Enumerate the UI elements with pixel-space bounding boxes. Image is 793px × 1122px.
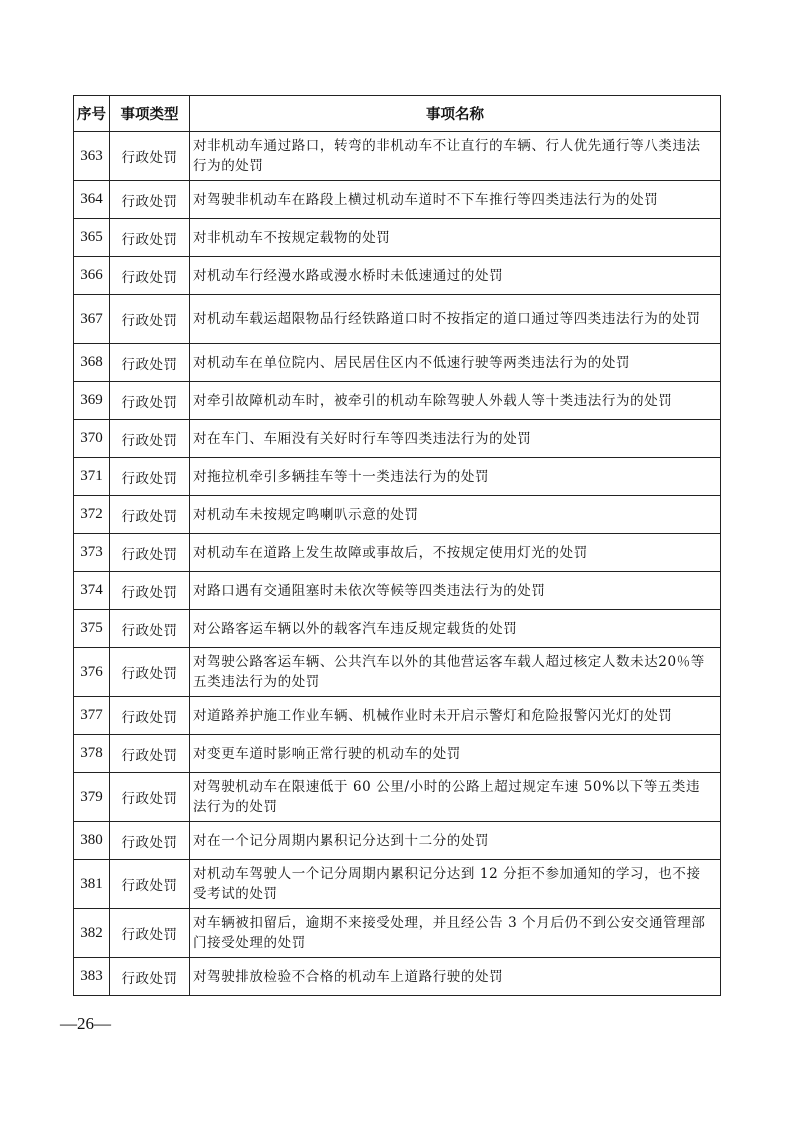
row-type: 行政处罚 — [110, 697, 190, 735]
row-name: 对机动车行经漫水路或漫水桥时未低速通过的处罚 — [190, 257, 721, 295]
table-header-row — [74, 96, 721, 132]
row-name: 对非机动车通过路口，转弯的非机动车不让直行的车辆、行人优先通行等八类违法行为的处罚 — [190, 132, 721, 181]
row-type: 行政处罚 — [110, 382, 190, 420]
table-row — [74, 909, 721, 958]
row-number: 381 — [74, 860, 110, 909]
row-number: 369 — [74, 382, 110, 420]
row-name: 对机动车载运超限物品行经铁路道口时不按指定的道口通过等四类违法行为的处罚 — [190, 295, 721, 344]
table-row — [74, 420, 721, 458]
row-number: 363 — [74, 132, 110, 181]
row-type: 行政处罚 — [110, 572, 190, 610]
row-number: 371 — [74, 458, 110, 496]
row-type: 行政处罚 — [110, 181, 190, 219]
header-name: 事项名称 — [190, 96, 721, 132]
row-name: 对牵引故障机动车时，被牵引的机动车除驾驶人外载人等十类违法行为的处罚 — [190, 382, 721, 420]
table-row — [74, 648, 721, 697]
row-name: 对机动车驾驶人一个记分周期内累积记分达到 12 分拒不参加通知的学习，也不接受考试的处罚 — [190, 860, 721, 909]
row-name: 对机动车在道路上发生故障或事故后，不按规定使用灯光的处罚 — [190, 534, 721, 572]
row-type: 行政处罚 — [110, 132, 190, 181]
row-type: 行政处罚 — [110, 610, 190, 648]
table-row — [74, 860, 721, 909]
table-row — [74, 496, 721, 534]
row-name: 对公路客运车辆以外的载客汽车违反规定载货的处罚 — [190, 610, 721, 648]
row-name: 对车辆被扣留后，逾期不来接受处理，并且经公告 3 个月后仍不到公安交通管理部门接受处理的处罚 — [190, 909, 721, 958]
header-no: 序号 — [74, 96, 110, 132]
row-number: 383 — [74, 958, 110, 996]
row-type: 行政处罚 — [110, 860, 190, 909]
table-row — [74, 958, 721, 996]
row-type: 行政处罚 — [110, 909, 190, 958]
row-number: 367 — [74, 295, 110, 344]
row-number: 365 — [74, 219, 110, 257]
row-number: 382 — [74, 909, 110, 958]
row-number: 364 — [74, 181, 110, 219]
items-table — [73, 95, 721, 996]
row-type: 行政处罚 — [110, 773, 190, 822]
row-type: 行政处罚 — [110, 822, 190, 860]
row-name: 对机动车未按规定鸣喇叭示意的处罚 — [190, 496, 721, 534]
row-number: 378 — [74, 735, 110, 773]
table-body — [74, 132, 721, 996]
table-row — [74, 697, 721, 735]
row-type: 行政处罚 — [110, 458, 190, 496]
table-row — [74, 344, 721, 382]
table-row — [74, 219, 721, 257]
table-row — [74, 295, 721, 344]
table-row — [74, 382, 721, 420]
row-number: 366 — [74, 257, 110, 295]
row-number: 373 — [74, 534, 110, 572]
row-type: 行政处罚 — [110, 735, 190, 773]
row-type: 行政处罚 — [110, 344, 190, 382]
table-row — [74, 773, 721, 822]
row-number: 368 — [74, 344, 110, 382]
row-name: 对路口遇有交通阻塞时未依次等候等四类违法行为的处罚 — [190, 572, 721, 610]
row-number: 379 — [74, 773, 110, 822]
row-number: 375 — [74, 610, 110, 648]
table-row — [74, 181, 721, 219]
page-number: —26— — [60, 1014, 111, 1033]
row-name: 对驾驶非机动车在路段上横过机动车道时不下车推行等四类违法行为的处罚 — [190, 181, 721, 219]
table-row — [74, 822, 721, 860]
table-row — [74, 132, 721, 181]
row-name: 对变更车道时影响正常行驶的机动车的处罚 — [190, 735, 721, 773]
row-number: 380 — [74, 822, 110, 860]
header-type: 事项类型 — [110, 96, 190, 132]
row-name: 对在车门、车厢没有关好时行车等四类违法行为的处罚 — [190, 420, 721, 458]
row-name: 对拖拉机牵引多辆挂车等十一类违法行为的处罚 — [190, 458, 721, 496]
table-row — [74, 610, 721, 648]
row-type: 行政处罚 — [110, 496, 190, 534]
row-number: 376 — [74, 648, 110, 697]
table-row — [74, 735, 721, 773]
table-row — [74, 458, 721, 496]
table-row — [74, 534, 721, 572]
row-name: 对机动车在单位院内、居民居住区内不低速行驶等两类违法行为的处罚 — [190, 344, 721, 382]
row-name: 对驾驶公路客运车辆、公共汽车以外的其他营运客车载人超过核定人数未达20％等五类违法行为的处罚 — [190, 648, 721, 697]
row-number: 377 — [74, 697, 110, 735]
row-number: 374 — [74, 572, 110, 610]
row-type: 行政处罚 — [110, 534, 190, 572]
row-name: 对道路养护施工作业车辆、机械作业时未开启示警灯和危险报警闪光灯的处罚 — [190, 697, 721, 735]
table-row — [74, 257, 721, 295]
row-type: 行政处罚 — [110, 295, 190, 344]
row-type: 行政处罚 — [110, 648, 190, 697]
table-row — [74, 572, 721, 610]
row-type: 行政处罚 — [110, 958, 190, 996]
row-number: 370 — [74, 420, 110, 458]
row-type: 行政处罚 — [110, 420, 190, 458]
row-type: 行政处罚 — [110, 219, 190, 257]
row-name: 对在一个记分周期内累积记分达到十二分的处罚 — [190, 822, 721, 860]
row-number: 372 — [74, 496, 110, 534]
row-name: 对驾驶排放检验不合格的机动车上道路行驶的处罚 — [190, 958, 721, 996]
row-type: 行政处罚 — [110, 257, 190, 295]
row-name: 对驾驶机动车在限速低于 60 公里/小时的公路上超过规定车速 50%以下等五类违法行为的处罚 — [190, 773, 721, 822]
row-name: 对非机动车不按规定载物的处罚 — [190, 219, 721, 257]
